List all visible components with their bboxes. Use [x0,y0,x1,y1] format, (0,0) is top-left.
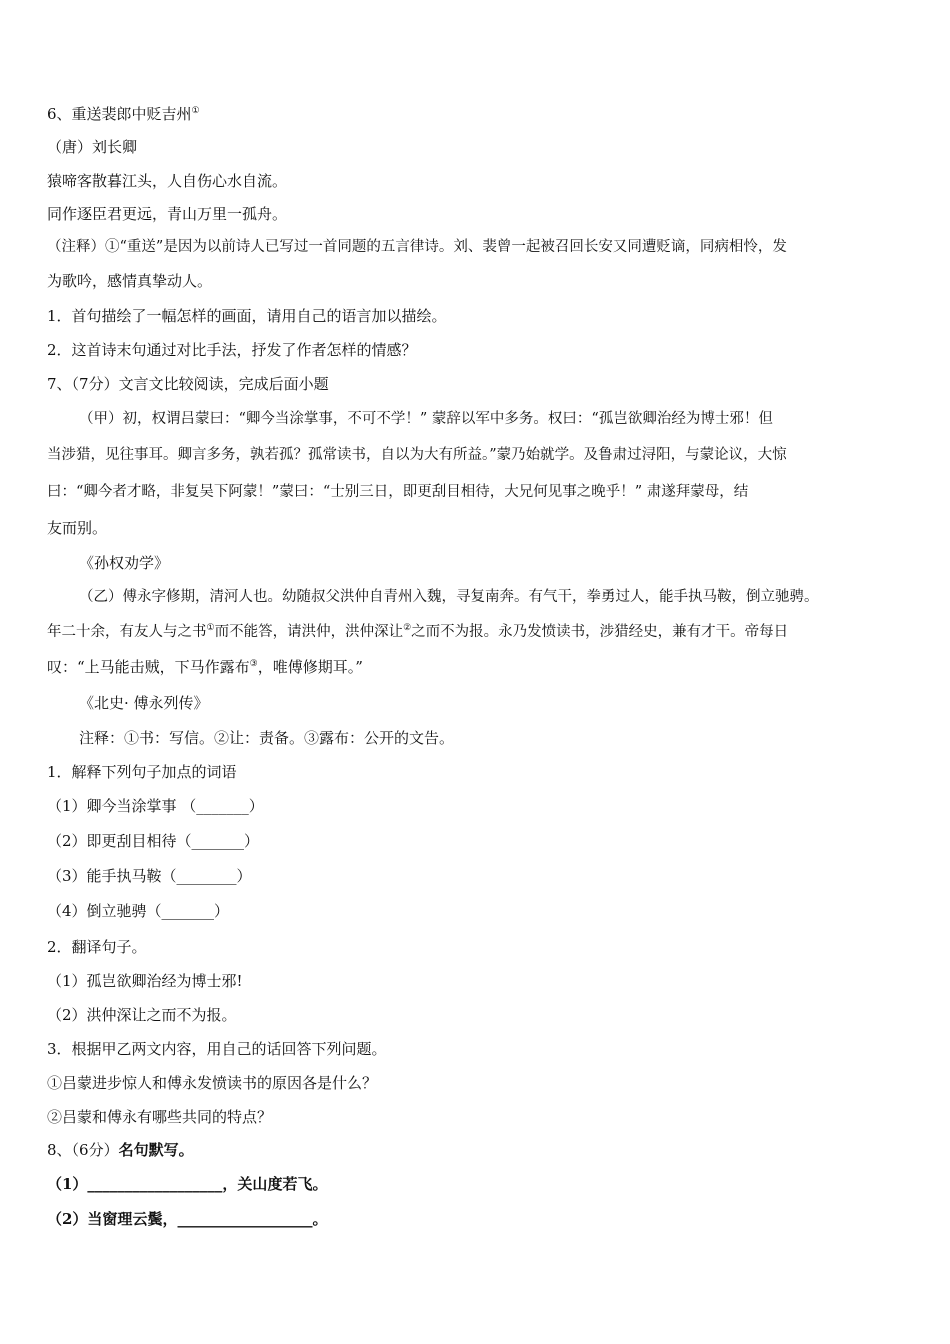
q7-sub1-item-1: （1）卿今当涂掌事 （_______） [47,797,264,815]
q7-yi-note-3: ③ [249,659,258,669]
q7-jia-source: 《孙权劝学》 [79,554,170,572]
q7-yi-note-1: ① [206,623,215,634]
q6-annotation-line-1: （注释）①“重送”是因为以前诗人已写过一首同题的五言律诗。刘、裴曾一起被召回长安又同遭贬谪，同病相怜，发 [47,239,787,255]
q7-title: 7、（7分）文言文比较阅读，完成后面小题 [47,375,329,393]
q6-subquestion-1: 1．首句描绘了一幅怎样的画面，请用自己的语言加以描绘。 [47,307,447,325]
q8-title-bold: 名句默写。 [118,1141,194,1159]
q6-title-note: ① [191,106,200,116]
q7-yi-line-2-a: 年二十余，有友人与之书 [47,624,207,640]
q7-sub1-item-4: （4）倒立驰骋（_______） [47,902,230,920]
q6-poem-line-2: 同作逐臣君更远，青山万里一孤舟。 [47,205,288,223]
q6-annotation-line-2: 为歌吟，感情真挚动人。 [47,272,213,290]
q6-author: （唐）刘长卿 [47,138,138,156]
q6-title [47,104,907,124]
q6-poem-line-1: 猿啼客散暮江头，人自伤心水自流。 [47,172,288,190]
q6-title-text: 6、重送裴郎中贬吉州 [47,105,192,123]
q8-item-2: （2）当窗理云鬓，__________________。 [47,1210,328,1228]
q7-sub1-item-2: （2）即更刮目相待（_______） [47,832,260,850]
q7-jia-line-2: 当涉猎，见往事耳。卿言多务，孰若孤？孤常读书，自以为大有所益。”蒙乃始就学。及鲁肃过浔阳，与蒙论议，大惊 [47,447,787,463]
q7-yi-line-3 [47,657,907,677]
q7-jia-line-1: （甲）初，权谓吕蒙曰：“卿今当涂掌事，不可不学！” 蒙辞以军中多务。权曰：“孤岂欲卿治经为博士邪！但 [79,411,773,427]
q7-jia-line-3: 曰：“卿今者才略，非复吴下阿蒙！”蒙曰：“士别三日，即更刮目相待，大兄何见事之晚乎！” 肃遂拜蒙母，结 [47,484,749,500]
q7-sub2-item-1: （1）孤岂欲卿治经为博士邪! [47,972,243,990]
q7-yi-line-3-a: 叹：“上马能击贼，下马作露布 [47,658,250,676]
q8-title-prefix: 8、（6分） [47,1141,119,1159]
q6-subquestion-2: 2．这首诗末句通过对比手法，抒发了作者怎样的情感？ [47,341,417,359]
q7-yi-line-3-b: ，唯傅修期耳。” [257,658,363,676]
q7-subquestion-3: 3．根据甲乙两文内容，用自己的话回答下列问题。 [47,1040,387,1058]
q7-yi-source: 《北史· 傅永列传》 [79,694,209,712]
q7-subquestion-1: 1．解释下列句子加点的词语 [47,763,237,781]
q7-jia-line-4: 友而别。 [47,519,108,537]
q7-subquestion-2: 2．翻译句子。 [47,938,147,956]
q7-yi-line-2-c: 之而不为报。永乃发愤读书，涉猎经史，兼有才干。帝每日 [411,624,789,640]
q7-notes: 注释：①书：写信。②让：责备。③露布：公开的文告。 [79,729,455,747]
q7-sub2-item-2: （2）洪仲深让之而不为报。 [47,1006,237,1024]
q7-sub1-item-3: （3）能手执马鞍（________） [47,867,252,885]
q7-sub3-item-2: ②吕蒙和傅永有哪些共同的特点？ [47,1108,273,1126]
q7-yi-line-2-b: 而不能答，请洪仲，洪仲深让 [214,624,404,640]
q7-yi-note-2: ② [403,623,412,634]
q8-item-1: （1）__________________，关山度若飞。 [47,1175,328,1193]
q7-sub3-item-1: ①吕蒙进步惊人和傅永发愤读书的原因各是什么？ [47,1074,378,1092]
q8-title [47,1140,907,1160]
q7-yi-line-1: （乙）傅永字修期，清河人也。幼随叔父洪仲自青州入魏，寻复南奔。有气干，拳勇过人，能手执马鞍，倒立驰骋。 [79,589,819,605]
q7-yi-line-2 [47,622,907,642]
